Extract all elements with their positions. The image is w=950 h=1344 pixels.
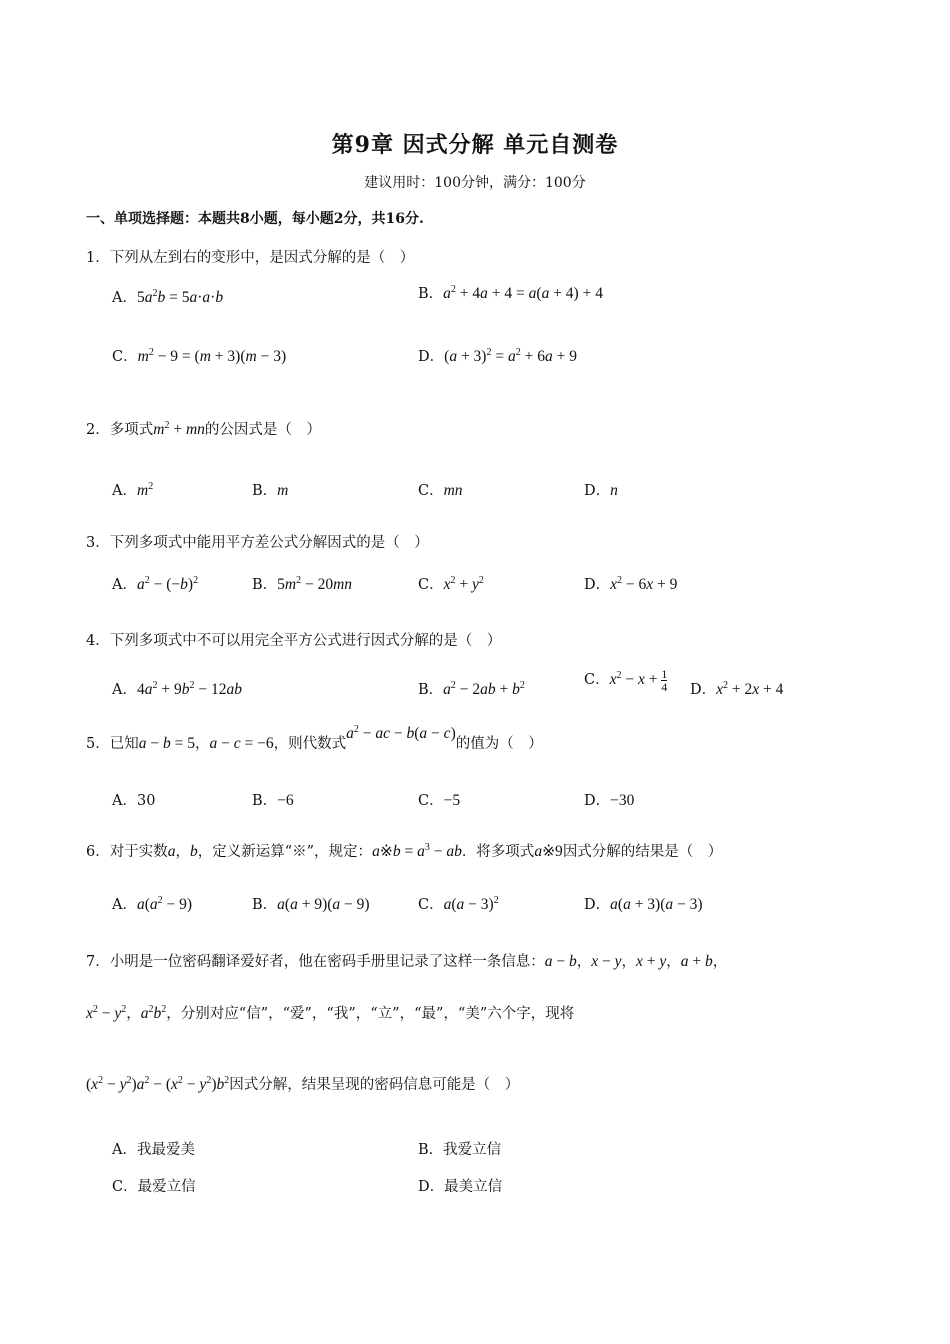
question-7-line-2: $x^2 - y^2$，$a^2b^2$，分别对应“信”，“爱”，“我”，“立”，“最”，“美”六个字，现将 bbox=[86, 1004, 575, 1022]
question-5-stem: 5．已知a − b = 5，a − c = −6，则代数式$a^2$ − ac − b(a − c)的值为（ ） bbox=[86, 724, 543, 752]
option-letter: B． bbox=[418, 286, 444, 302]
q5-option-b[interactable]: B．−6 bbox=[252, 792, 294, 809]
option-letter: A． bbox=[112, 290, 137, 306]
q2-option-d[interactable]: D．n bbox=[584, 482, 618, 499]
q1-d-formula: $(a + 3)^2 = a^2 + 6a + 9$ bbox=[444, 347, 577, 365]
q4-option-d[interactable]: D．$x^2 + 2x + 4$ bbox=[690, 680, 784, 698]
question-3-stem: 3．下列多项式中能用平方差公式分解因式的是（ ） bbox=[86, 535, 429, 551]
q5-option-c[interactable]: C．−5 bbox=[418, 792, 461, 809]
question-7-line-1: 7．小明是一位密码翻译爱好者，他在密码手册里记录了这样一条信息：a − b，x − y，x + y，a + b， bbox=[86, 953, 728, 970]
time-score-note: 建议用时：100分钟，满分：100分 bbox=[364, 175, 586, 191]
question-6-stem: 6．对于实数a，b，定义新运算“※”，规定：a※b = $a^3$ − ab．将多项式a※9因式分解的结果是（ ） bbox=[86, 842, 723, 860]
q7-option-a[interactable]: A．我最爱美 bbox=[112, 1142, 195, 1158]
q7-option-b[interactable]: B．我爱立信 bbox=[418, 1142, 502, 1158]
q3-option-c[interactable]: C．$x^2 + y^2$ bbox=[418, 575, 484, 593]
q1-c-formula: $m^2 - 9 = (m + 3)(m - 3)$ bbox=[137, 347, 287, 365]
q2-option-a[interactable]: A．$m^2$ bbox=[112, 481, 154, 499]
q4-option-b[interactable]: B．$a^2 - 2ab + b^2$ bbox=[418, 680, 525, 698]
q6-option-a[interactable]: A．$a(a^2 - 9)$ bbox=[112, 895, 193, 913]
option-letter: C． bbox=[112, 349, 138, 365]
q1-a-formula: $5a^2b = 5a\cdot a\cdot b$ bbox=[136, 288, 224, 306]
q1-option-c[interactable] bbox=[112, 345, 286, 366]
q6-option-c[interactable]: C．$a(a - 3)^2$ bbox=[418, 895, 499, 913]
q7-option-d[interactable]: D．最美立信 bbox=[418, 1179, 503, 1195]
q6-option-b[interactable]: B．a(a + 9)(a − 9) bbox=[252, 896, 370, 913]
q4-option-c[interactable]: C．$x^2 - x$ + $\frac{1}{4}$ bbox=[584, 667, 668, 694]
q5-option-a[interactable]: A．30 bbox=[112, 793, 156, 809]
q7-option-c[interactable]: C．最爱立信 bbox=[112, 1179, 196, 1195]
q5-option-d[interactable]: D．−30 bbox=[584, 792, 635, 809]
q1-option-d[interactable] bbox=[418, 345, 577, 366]
option-letter: D． bbox=[418, 349, 445, 365]
section-heading: 一、单项选择题：本题共8小题，每小题2分，共16分. bbox=[86, 211, 424, 227]
q2-option-c[interactable]: C．mn bbox=[418, 482, 463, 499]
question-7-line-3: $(x^2 - y^2)a^2 - (x^2 - y^2)b^2$因式分解，结果呈现的密码信息可能是（ ） bbox=[86, 1075, 520, 1093]
q2-polynomial: $m^2$ + mn bbox=[153, 420, 205, 438]
q4-option-a[interactable]: A．$4a^2 + 9b^2 - 12ab$ bbox=[112, 680, 242, 698]
q1-option-b[interactable] bbox=[418, 282, 603, 303]
question-2-stem: 2．多项式$m^2$ + mn的公因式是（ ） bbox=[86, 420, 321, 438]
q3-option-d[interactable]: D．$x^2 - 6x + 9$ bbox=[584, 575, 678, 593]
page-title: 第9章 因式分解 单元自测卷 bbox=[331, 132, 619, 158]
question-1-stem: 1．下列从左到右的变形中，是因式分解的是（ ） bbox=[86, 250, 415, 266]
q1-option-a[interactable] bbox=[112, 286, 223, 307]
q2-option-b[interactable]: B．m bbox=[252, 482, 289, 499]
question-4-stem: 4．下列多项式中不可以用完全平方公式进行因式分解的是（ ） bbox=[86, 633, 502, 649]
q6-option-d[interactable]: D．a(a + 3)(a − 3) bbox=[584, 896, 703, 913]
q3-option-b[interactable]: B．$5m^2 - 20mn$ bbox=[252, 575, 353, 593]
q1-b-formula: $a^2 + 4a + 4 = a(a + 4) + 4$ bbox=[443, 284, 603, 302]
q3-option-a[interactable]: A．$a^2 - (-b)^2$ bbox=[112, 575, 199, 593]
